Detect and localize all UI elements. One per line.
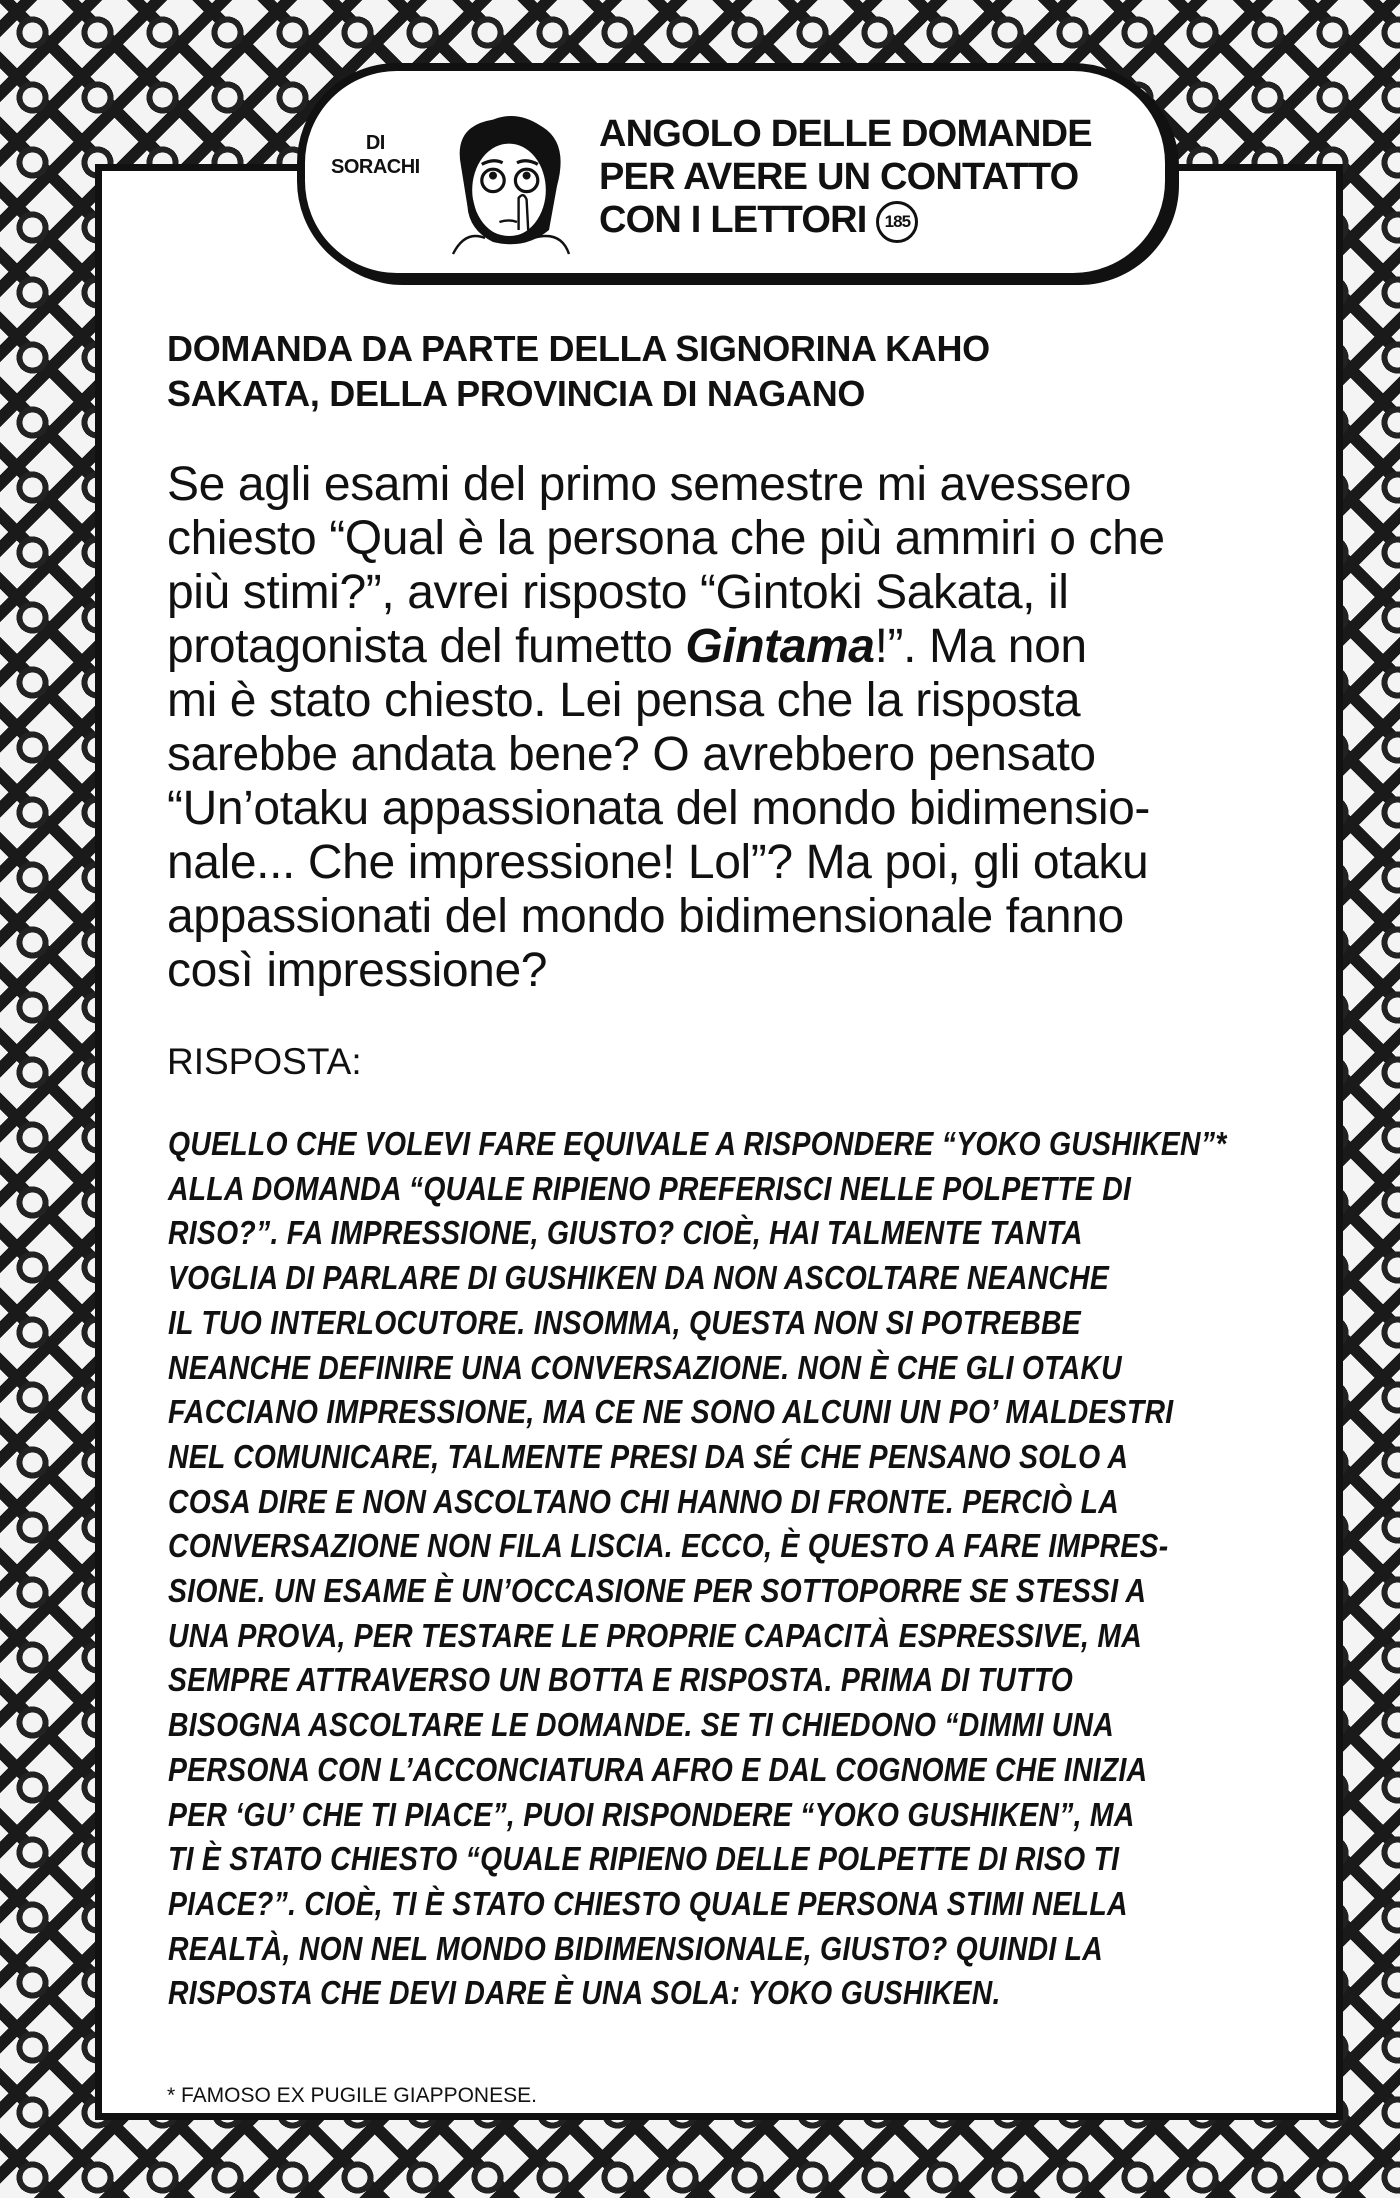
answer-line: IL TUO INTERLOCUTORE. INSOMMA, QUESTA NON SI POTREBBE bbox=[168, 1303, 1081, 1341]
answer-line: RISO?”. FA IMPRESSIONE, GIUSTO? CIOÈ, HAI TALMENTE TANTA bbox=[168, 1214, 1083, 1252]
question-line: chiesto “Qual è la persona che più ammiri o che bbox=[167, 512, 1165, 565]
question-line: “Un’otaku appassionata del mondo bidimensio- bbox=[167, 782, 1150, 835]
answer-line: QUELLO CHE VOLEVI FARE EQUIVALE A RISPONDERE “YOKO GUSHIKEN”* bbox=[168, 1125, 1227, 1162]
byline-author: SORACHI bbox=[331, 156, 420, 178]
question-line: nale... Che impressione! Lol”? Ma poi, gli otaku bbox=[167, 836, 1149, 889]
answer-line: PER ‘GU’ CHE TI PIACE”, PUOI RISPONDERE “YOKO GUSHIKEN”, MA bbox=[168, 1795, 1135, 1833]
answer-line: NEL COMUNICARE, TALMENTE PRESI DA SÉ CHE PENSANO SOLO A bbox=[168, 1437, 1129, 1475]
author-caricature-icon bbox=[429, 97, 589, 267]
answer-line: PIACE?”. CIOÈ, TI È STATO CHIESTO QUALE PERSONA STIMI NELLA bbox=[168, 1884, 1128, 1922]
title-line-text: CON I LETTORI bbox=[599, 199, 867, 241]
title-line: PER AVERE UN CONTATTO bbox=[599, 156, 1079, 198]
question-line: più stimi?”, avrei risposto “Gintoki Sakata, il bbox=[167, 566, 1069, 619]
answer-line: BISOGNA ASCOLTARE LE DOMANDE. SE TI CHIEDONO “DIMMI UNA bbox=[168, 1706, 1115, 1744]
answer-line: CONVERSAZIONE NON FILA LISCIA. ECCO, È QUESTO A FARE IMPRES- bbox=[168, 1527, 1169, 1565]
question-line bbox=[167, 620, 1165, 674]
question-heading bbox=[167, 326, 990, 416]
answer-body bbox=[168, 1122, 1227, 2016]
answer-line: ALLA DOMANDA “QUALE RIPIENO PREFERISCI NELLE POLPETTE DI bbox=[168, 1169, 1132, 1207]
question-line: così impressione? bbox=[167, 944, 548, 997]
answer-line: COSA DIRE E NON ASCOLTANO CHI HANNO DI FRONTE. PERCIÒ LA bbox=[168, 1482, 1120, 1520]
title-line: ANGOLO DELLE DOMANDE bbox=[599, 113, 1092, 155]
answer-line: PERSONA CON L’ACCONCIATURA AFRO E DAL COGNOME CHE INIZIA bbox=[168, 1750, 1148, 1788]
answer-line: UNA PROVA, PER TESTARE LE PROPRIE CAPACITÀ ESPRESSIVE, MA bbox=[168, 1616, 1142, 1654]
question-line: Se agli esami del primo semestre mi avessero bbox=[167, 458, 1132, 511]
answer-line: REALTÀ, NON NEL MONDO BIDIMENSIONALE, GIUSTO? QUINDI LA bbox=[168, 1929, 1103, 1967]
answer-line: SIONE. UN ESAME È UN’OCCASIONE PER SOTTOPORRE SE STESSI A bbox=[168, 1572, 1147, 1610]
question-line: appassionati del mondo bidimensionale fanno bbox=[167, 890, 1124, 943]
answer-line: RISPOSTA CHE DEVI DARE È UNA SOLA: YOKO GUSHIKEN. bbox=[168, 1974, 1001, 2012]
question-line: sarebbe andata bene? O avrebbero pensato bbox=[167, 728, 1096, 781]
answer-line: NEANCHE DEFINIRE UNA CONVERSAZIONE. NON È CHE GLI OTAKU bbox=[168, 1348, 1122, 1386]
answer-line: TI È STATO CHIESTO “QUALE RIPIENO DELLE POLPETTE DI RISO TI bbox=[168, 1840, 1120, 1878]
line-text: protagonista del fumetto bbox=[167, 620, 686, 673]
page-title bbox=[599, 113, 1092, 243]
author-byline bbox=[331, 131, 420, 179]
byline-di: DI bbox=[365, 132, 385, 154]
answer-line: VOGLIA DI PARLARE DI GUSHIKEN DA NON ASCOLTARE NEANCHE bbox=[168, 1259, 1110, 1297]
issue-number-badge: 185 bbox=[876, 201, 918, 243]
question-body bbox=[167, 458, 1165, 998]
answer-line: SEMPRE ATTRAVERSO UN BOTTA E RISPOSTA. PRIMA DI TUTTO bbox=[168, 1661, 1074, 1699]
heading-line: SAKATA, DELLA PROVINCIA DI NAGANO bbox=[167, 373, 866, 414]
manga-title: Gintama bbox=[685, 620, 875, 673]
header-capsule bbox=[297, 63, 1173, 281]
title-line bbox=[599, 199, 1092, 243]
answer-line: FACCIANO IMPRESSIONE, MA CE NE SONO ALCUNI UN PO’ MALDESTRI bbox=[168, 1393, 1174, 1431]
heading-line: DOMANDA DA PARTE DELLA SIGNORINA KAHO bbox=[167, 328, 990, 369]
line-text: !”. Ma non bbox=[874, 620, 1087, 673]
answer-label: RISPOSTA: bbox=[167, 1041, 362, 1082]
question-line: mi è stato chiesto. Lei pensa che la risposta bbox=[167, 674, 1081, 727]
footnote: * FAMOSO EX PUGILE GIAPPONESE. bbox=[167, 2084, 537, 2107]
